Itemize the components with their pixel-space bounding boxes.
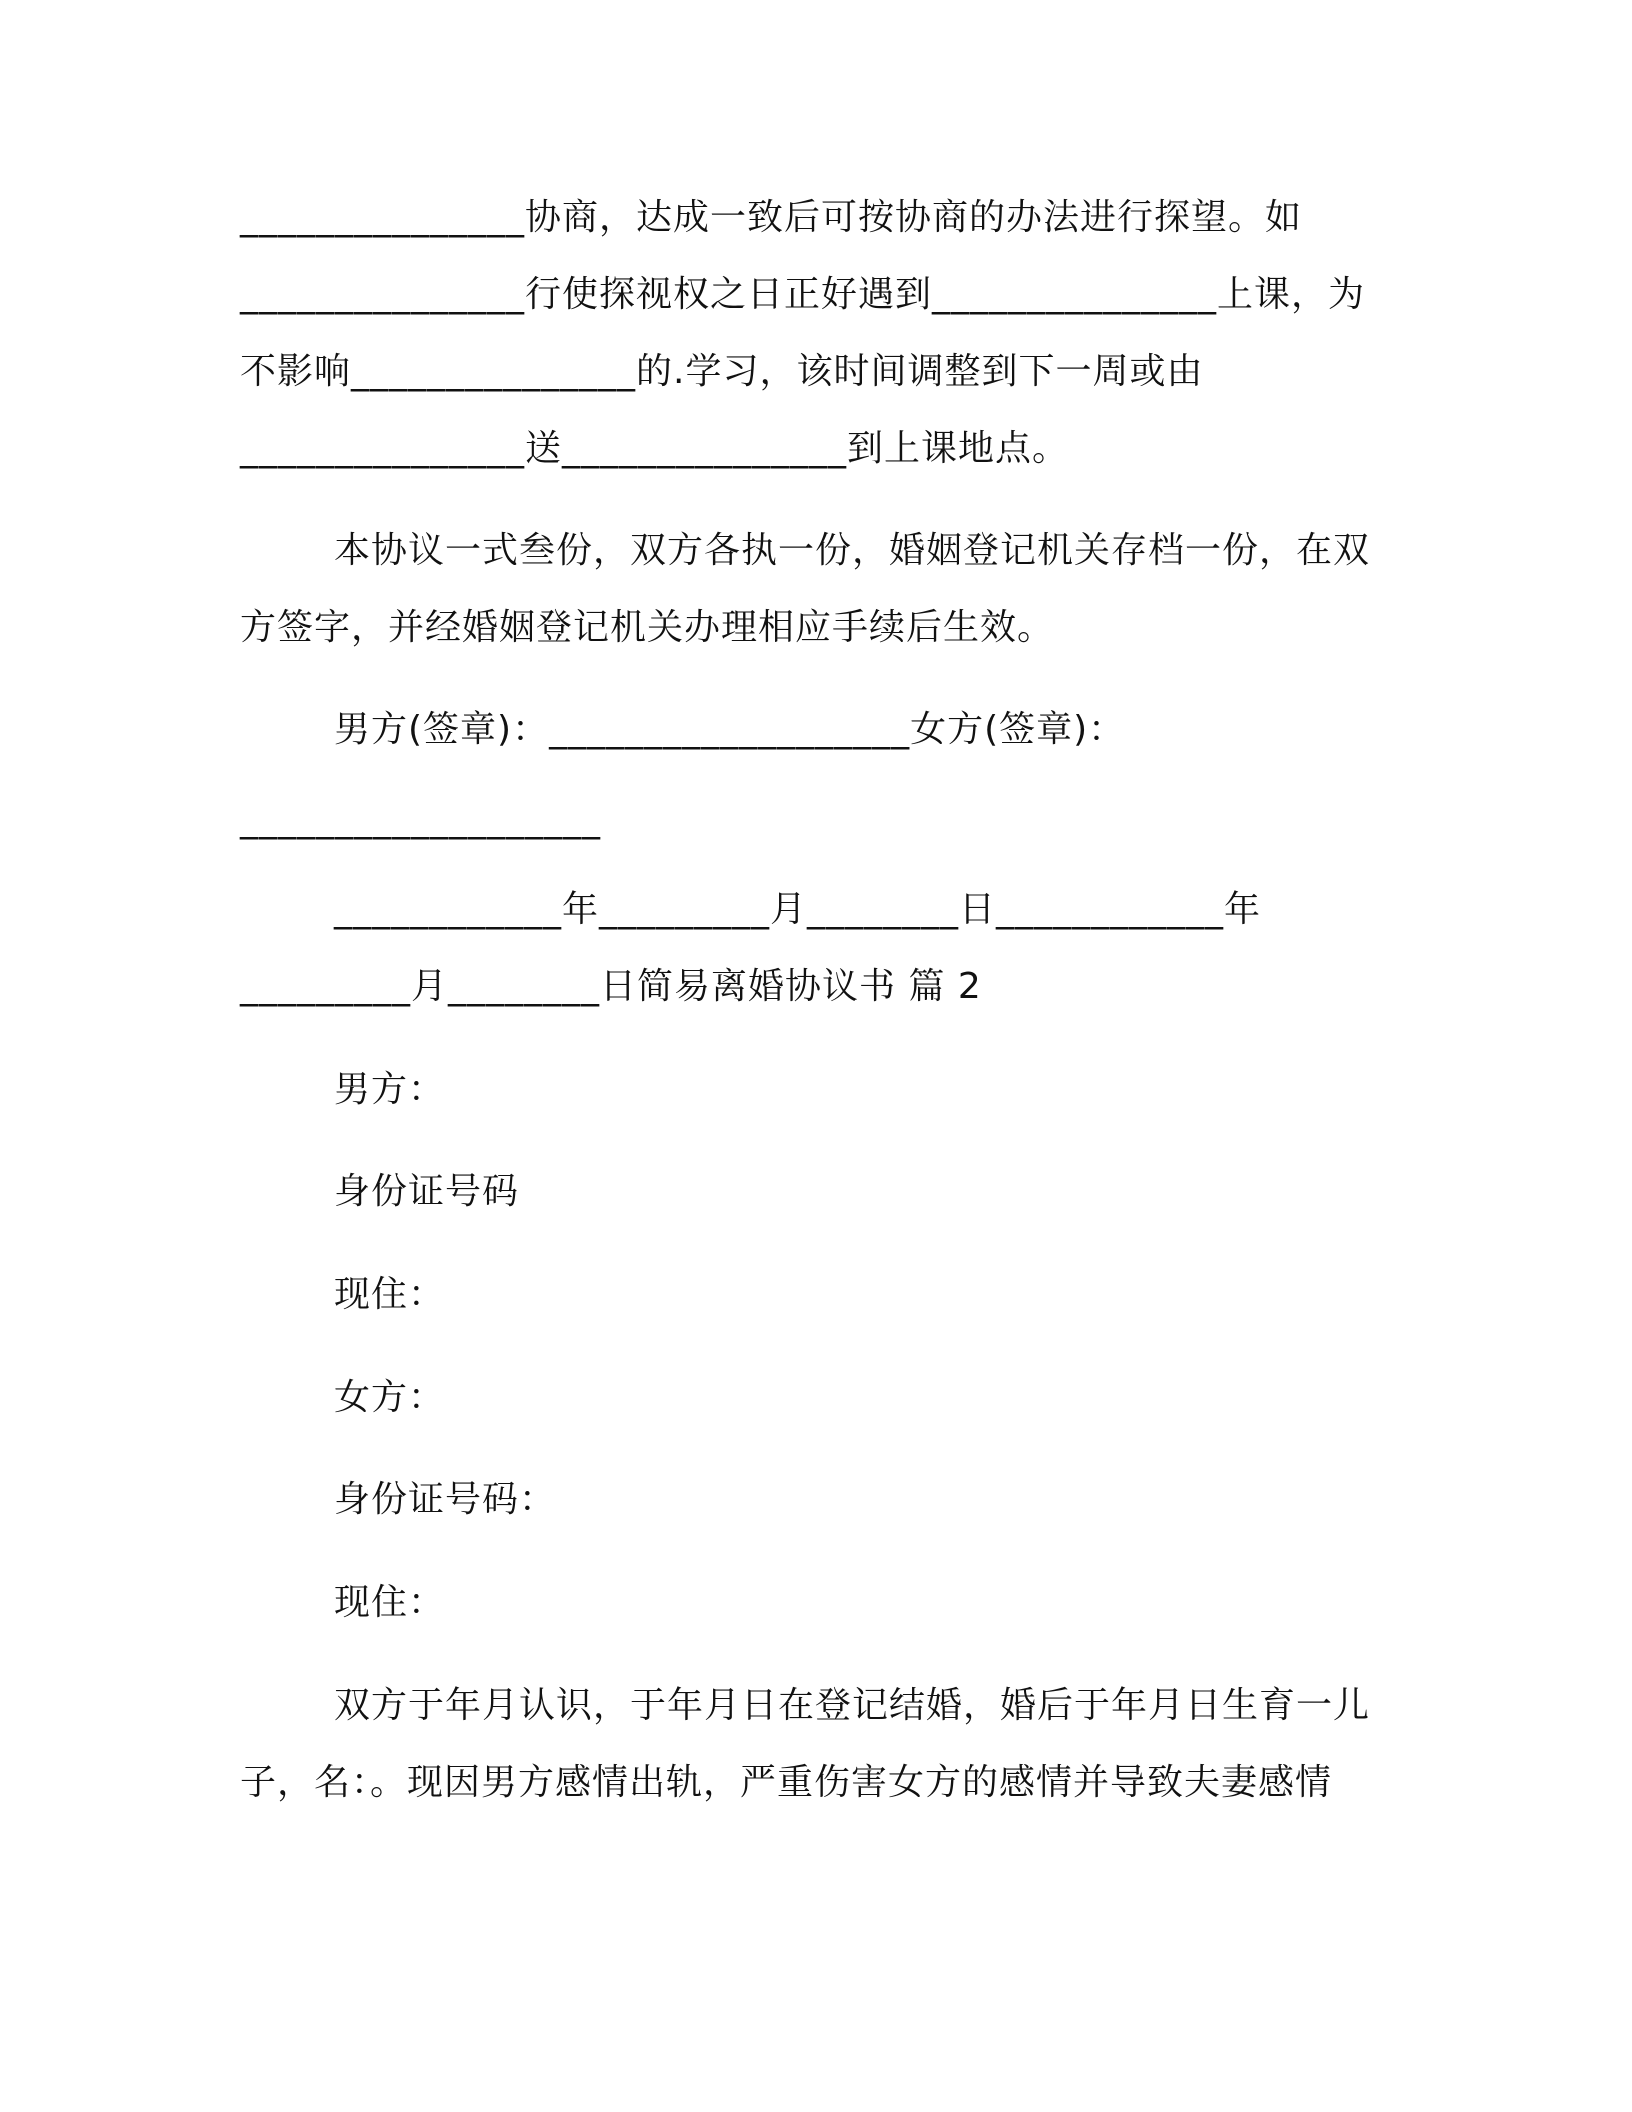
signature-line: 男方(签章)：___________________女方(签章)： (334, 709, 1126, 750)
text-line: 不影响_______________的.学习，该时间调整到下一周或由 (240, 351, 1204, 392)
female-id-label: 身份证号码： (334, 1479, 557, 1520)
male-id-label: 身份证号码 (334, 1171, 520, 1212)
male-party-label: 男方： (334, 1069, 446, 1110)
text-line: _______________行使探视权之日正好遇到_______________上课，为 (240, 274, 1366, 315)
male-address-label: 现住： (334, 1274, 446, 1315)
text-line: 方签字，并经婚姻登记机关办理相应手续后生效。 (240, 607, 1055, 648)
paragraph-line: 本协议一式叁份，双方各执一份，婚姻登记机关存档一份，在双 (334, 530, 1371, 571)
section-title-line: _________月________日简易离婚协议书 篇 2 (240, 966, 982, 1007)
text-line: _______________送_______________到上课地点。 (240, 428, 1070, 469)
text-line: 子，名：。现因男方感情出轨，严重伤害女方的感情并导致夫妻感情 (240, 1762, 1333, 1803)
female-party-label: 女方： (334, 1377, 446, 1418)
date-line: ____________年_________月________日____________年 (334, 889, 1261, 930)
signature-blank: ___________________ (240, 799, 601, 840)
female-address-label: 现住： (334, 1582, 446, 1623)
paragraph-line: 双方于年月认识，于年月日在登记结婚，婚后于年月日生育一儿 (334, 1685, 1371, 1726)
text-line: _______________协商，达成一致后可按协商的办法进行探望。如 (240, 197, 1303, 238)
